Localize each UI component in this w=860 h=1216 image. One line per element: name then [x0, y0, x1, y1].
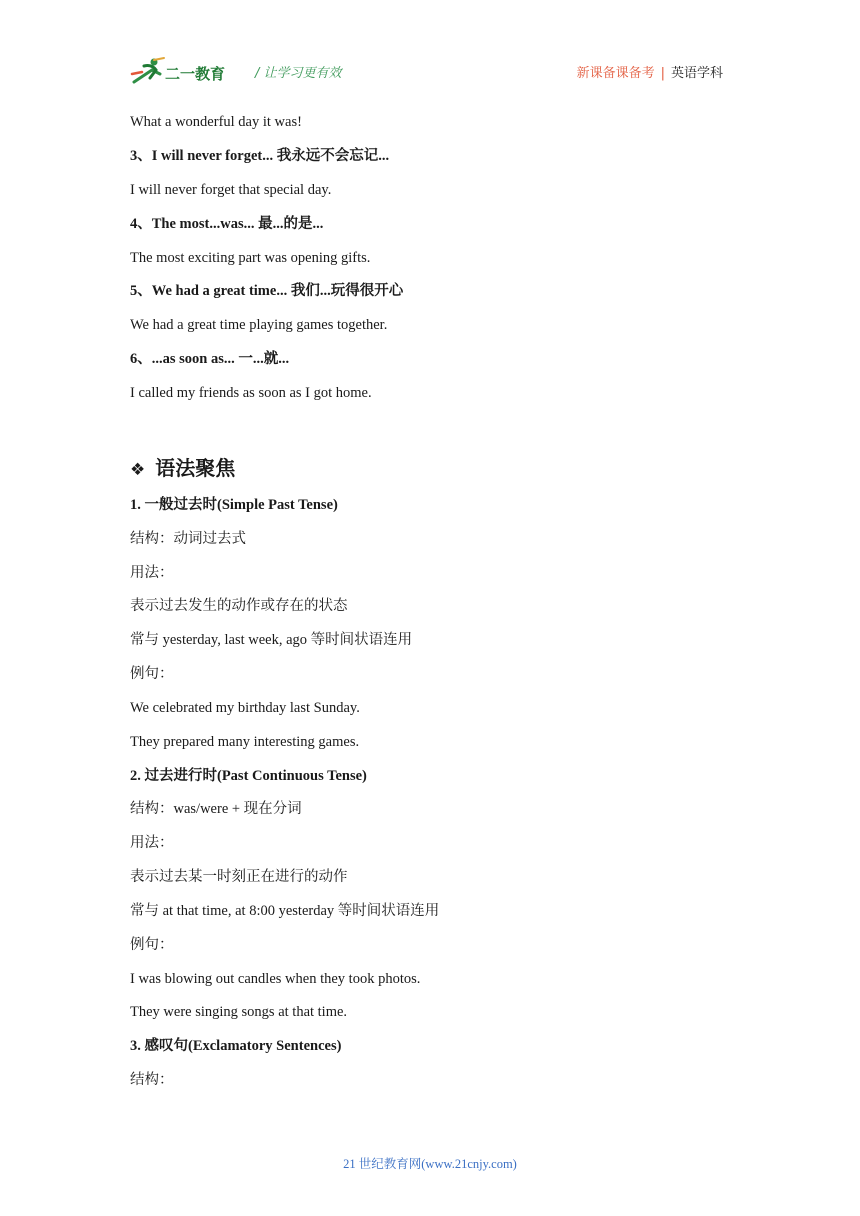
usage-label: 用法： — [130, 565, 174, 581]
grammar-structure: 结构：动词过去式 — [130, 531, 246, 547]
section-title-text: 语法聚焦 — [155, 456, 236, 480]
header-course-label: 新课备课备考 — [576, 66, 655, 81]
header-slogan: / 让学习更有效 — [255, 66, 342, 81]
page-header — [0, 0, 860, 100]
logo-text: 二一教育 — [165, 65, 226, 83]
phrase-example: The most exciting part was opening gifts. — [130, 250, 371, 266]
usage-line: 常与 at that time, at 8:00 yesterday 等时间状语连用 — [130, 903, 440, 919]
usage-line: 表示过去发生的动作或存在的状态 — [130, 598, 348, 614]
usage-label: 用法： — [130, 835, 174, 851]
grammar-section-title — [130, 452, 235, 481]
grammar-item-title: 3. 感叹句(Exclamatory Sentences) — [130, 1038, 342, 1054]
phrase-example: I called my friends as soon as I got home. — [130, 385, 372, 401]
grammar-item-title: 1. 一般过去时(Simple Past Tense) — [130, 497, 338, 513]
grammar-structure: 结构：was/were + 现在分词 — [130, 801, 302, 817]
example-sentence: They were singing songs at that time. — [130, 1004, 348, 1020]
header-separator: | — [660, 66, 665, 81]
intro-example: What a wonderful day it was! — [130, 114, 302, 130]
page-footer: 21 世纪教育网(www.21cnjy.com) — [343, 1157, 517, 1171]
example-label: 例句： — [130, 666, 174, 682]
header-subject: 英语学科 — [670, 66, 723, 81]
diamond-bullet-icon: ❖ — [130, 460, 146, 480]
phrase-example: I will never forget that special day. — [130, 182, 332, 198]
example-sentence: We celebrated my birthday last Sunday. — [130, 700, 360, 716]
phrase-heading: 4、The most...was... 最...的是... — [130, 216, 324, 232]
example-label: 例句： — [130, 937, 174, 953]
phrase-heading: 3、I will never forget... 我永远不会忘记... — [130, 148, 390, 164]
phrase-heading: 6、...as soon as... 一...就... — [130, 351, 290, 367]
phrase-heading: 5、We had a great time... 我们...玩得很开心 — [130, 283, 404, 299]
grammar-structure: 结构： — [130, 1072, 174, 1088]
phrase-example: We had a great time playing games together. — [130, 317, 388, 333]
usage-line: 表示过去某一时刻正在进行的动作 — [130, 869, 348, 885]
example-sentence: They prepared many interesting games. — [130, 734, 360, 750]
header-right — [577, 62, 723, 81]
usage-line: 常与 yesterday, last week, ago 等时间状语连用 — [130, 632, 413, 648]
example-sentence: I was blowing out candles when they took photos. — [130, 971, 421, 987]
grammar-item-title: 2. 过去进行时(Past Continuous Tense) — [130, 768, 367, 784]
